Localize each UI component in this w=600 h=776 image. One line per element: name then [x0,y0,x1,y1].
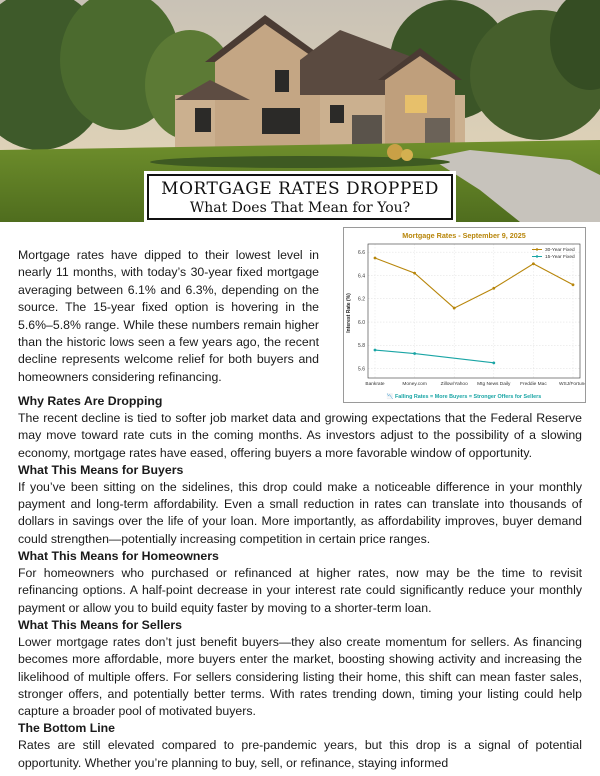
legend-marker [536,248,538,250]
y-tick-label: 6.6 [358,249,365,256]
section-paragraph: If you’ve been sitting on the sidelines, this drop could make a noticeable difference in your monthly payment and long-term affordability. Even a small reduction in rates can translate into thousands of dollars in savings over the life of your loan. More importantly, as affordability improves, buyer demand could strengthen—potentially increasing competition in certain price ranges. [18,479,582,546]
section-why-rates [18,393,582,462]
data-point [492,287,495,290]
chart-footnote: 📉 Falling Rates = More Buyers = Stronger Offers for Sellers [386,394,542,400]
banner-title: MORTGAGE RATES DROPPED [161,179,439,199]
chart-axes [358,244,585,387]
x-tick-label: Mtg News Daily [477,382,511,387]
data-point [572,283,575,286]
legend-label: 30-Year Fixed [545,248,575,253]
section-bottom-line [18,720,582,772]
x-tick-label: Bankrate [365,382,385,387]
y-tick-label: 6.0 [358,319,365,326]
banner-subtitle: What Does That Mean for You? [189,200,411,216]
y-tick-label: 5.6 [358,366,365,373]
section-heading: Why Rates Are Dropping [18,394,163,408]
y-tick-label: 6.2 [358,296,365,303]
chart-y-axis-label: Interest Rate (%) [346,293,352,333]
intro-paragraph: Mortgage rates have dipped to their lowest level in nearly 11 months, with today’s 30-year fixed mortgage averaging between 6.1% and 6.3%, depending on the source. The 15-year fixed option is hovering in the 5.6%–5.8% range. While these numbers remain higher than the historic lows seen a few years ago, the recent decline represents welcome relief for both buyers and homeowners considering refinancing. [18,248,319,384]
section-heading: What This Means for Buyers [18,462,184,477]
article-body [18,393,582,772]
section-paragraph: Rates are still elevated compared to pre-pandemic years, but this drop is a signal of potential opportunity. Whether you’re planning to buy, sell, or refinance, staying informed [18,738,582,770]
section-paragraph: The recent decline is tied to softer job market data and growing expectations that the Federal Reserve may move toward rate cuts in the coming months. As investors adjust to the possibility of a slowing economy, mortgage rates have eased, offering buyers a more favorable window of opportunity. [18,411,582,460]
section-paragraph: Lower mortgage rates don’t just benefit buyers—they also create momentum for sellers. As financing becomes more affordable, more buyers enter the market, boosting showing activity and increasing the likelihood of multiple offers. For sellers considering listing their home, this shift can mean faster sales, stronger offers, and potentially better terms. With rates trending down, timing your listing could help capture a broader pool of motivated buyers. [18,634,582,719]
x-tick-label: WSJ/Fortune [559,382,585,387]
data-point [492,361,495,364]
x-tick-label: Zillow/Yahoo [440,382,468,387]
x-tick-label: Freddie Mac [520,382,547,387]
series-line-30-year [375,258,573,308]
legend-marker [536,255,538,257]
section-heading: What This Means for Sellers [18,617,182,632]
section-buyers [18,462,582,548]
data-point [453,307,456,310]
x-tick-label: Money.com [402,382,427,387]
section-heading: What This Means for Homeowners [18,549,219,564]
data-point [374,257,377,260]
section-heading: The Bottom Line [18,721,116,736]
data-point [413,272,416,275]
data-point [374,349,377,352]
chart-grid [368,244,580,378]
chart-series [374,257,575,365]
section-paragraph: For homeowners who purchased or refinanced at higher rates, now may be the time to revisit refinancing options. A half-point decrease in your interest rate could significantly reduce your monthly payment or allow you to build equity faster by moving to a shorter-term loan. [18,566,582,615]
data-point [413,352,416,355]
chart-canvas [344,228,585,402]
section-homeowners [18,548,582,617]
series-line-15-year [375,350,494,363]
chart-plot-frame [368,244,580,378]
chart-title: Mortgage Rates - September 9, 2025 [402,231,526,240]
y-tick-label: 5.8 [358,343,365,350]
data-point [532,262,535,265]
legend-label: 15-Year Fixed [545,255,575,260]
chart-legend [532,247,575,260]
section-sellers [18,617,582,720]
y-tick-label: 6.4 [358,273,365,280]
mortgage-rates-chart [343,227,586,403]
title-banner [147,174,453,220]
